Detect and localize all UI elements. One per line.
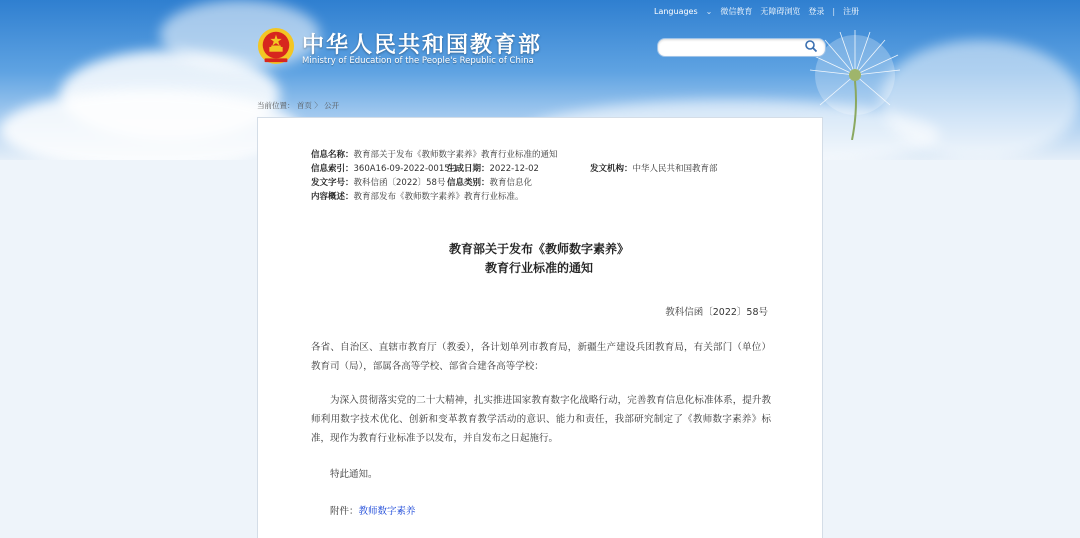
site-subtitle: Ministry of Education of the People's Republic of China bbox=[302, 56, 534, 66]
meta-date-label: 生成日期： bbox=[447, 164, 490, 174]
breadcrumb-current[interactable]: 公开 bbox=[324, 101, 340, 110]
meta-name-value: 教育部关于发布《教师数字素养》教育行业标准的通知 bbox=[353, 150, 558, 160]
meta-date-value: 2022-12-02 bbox=[489, 164, 539, 174]
cloud-decoration bbox=[880, 40, 1080, 160]
document-number: 教科信函〔2022〕58号 bbox=[665, 307, 768, 318]
body-paragraph: 为深入贯彻落实党的二十大精神，扎实推进国家教育数字化战略行动，完善教育信息化标准体系，提升教师利用数字技术优化、创新和变革教育教学活动的意识、能力和责任，我部研究制定了《教师数字素养》标准，现作为教育行业标准予以发布，并自发布之日起施行。 bbox=[311, 395, 771, 444]
meta-category-label: 信息类别： bbox=[447, 178, 490, 188]
meta-index-label: 信息索引： bbox=[311, 164, 354, 174]
meta-org-value: 中华人民共和国教育部 bbox=[632, 164, 718, 174]
document-title-line1: 教育部关于发布《教师数字素养》 bbox=[448, 242, 629, 256]
search-input[interactable] bbox=[657, 38, 826, 57]
meta-index-value: 360A16-09-2022-0015-1 bbox=[353, 164, 459, 174]
meta-name-row bbox=[311, 148, 558, 160]
addressee-paragraph: 各省、自治区、直辖市教育厅（教委），各计划单列市教育局，新疆生产建设兵团教育局，有关部门（单位）教育司（局），部属各高等学校、部省合建各高等学校： bbox=[311, 342, 771, 372]
meta-docno-value: 教科信函〔2022〕58号 bbox=[353, 178, 446, 188]
national-emblem-icon[interactable] bbox=[257, 27, 295, 65]
breadcrumb-separator: 〉 bbox=[314, 101, 322, 110]
chevron-down-icon: ⌄ bbox=[705, 7, 713, 16]
top-nav bbox=[654, 6, 859, 17]
meta-name-label: 信息名称： bbox=[311, 150, 354, 160]
closing-paragraph: 特此通知。 bbox=[330, 469, 378, 480]
attachment-link[interactable]: 教师数字素养 bbox=[358, 506, 416, 517]
meta-docno-row bbox=[311, 176, 445, 188]
search-icon[interactable] bbox=[804, 39, 818, 53]
site-title[interactable]: 中华人民共和国教育部 bbox=[302, 33, 543, 58]
attachment-label: 附件： bbox=[330, 506, 359, 517]
nav-languages[interactable]: Languages bbox=[654, 7, 698, 16]
nav-register[interactable]: 注册 bbox=[843, 7, 860, 16]
meta-index-row bbox=[311, 162, 458, 174]
nav-separator: | bbox=[832, 7, 836, 16]
meta-category-row bbox=[447, 176, 532, 188]
meta-date-row bbox=[447, 162, 539, 174]
cloud-decoration bbox=[160, 0, 320, 70]
nav-accessibility[interactable]: 无障碍浏览 bbox=[760, 7, 801, 16]
meta-category-value: 教育信息化 bbox=[489, 178, 533, 188]
nav-wechat[interactable]: 微信教育 bbox=[720, 7, 753, 16]
meta-summary-row bbox=[311, 190, 524, 202]
cloud-decoration bbox=[0, 90, 300, 160]
meta-summary-label: 内容概述： bbox=[311, 192, 354, 202]
meta-docno-label: 发文字号： bbox=[311, 178, 354, 188]
document-title-line2: 教育行业标准的通知 bbox=[484, 261, 593, 275]
meta-org-row bbox=[590, 162, 718, 174]
attachment-row bbox=[311, 502, 771, 521]
meta-summary-value: 教育部发布《教师数字素养》教育行业标准。 bbox=[353, 192, 524, 202]
breadcrumb-home[interactable]: 首页 bbox=[296, 101, 312, 110]
breadcrumb-label: 当前位置： bbox=[257, 101, 295, 110]
breadcrumb bbox=[257, 100, 339, 111]
nav-login[interactable]: 登录 bbox=[808, 7, 825, 16]
meta-org-label: 发文机构： bbox=[590, 164, 633, 174]
